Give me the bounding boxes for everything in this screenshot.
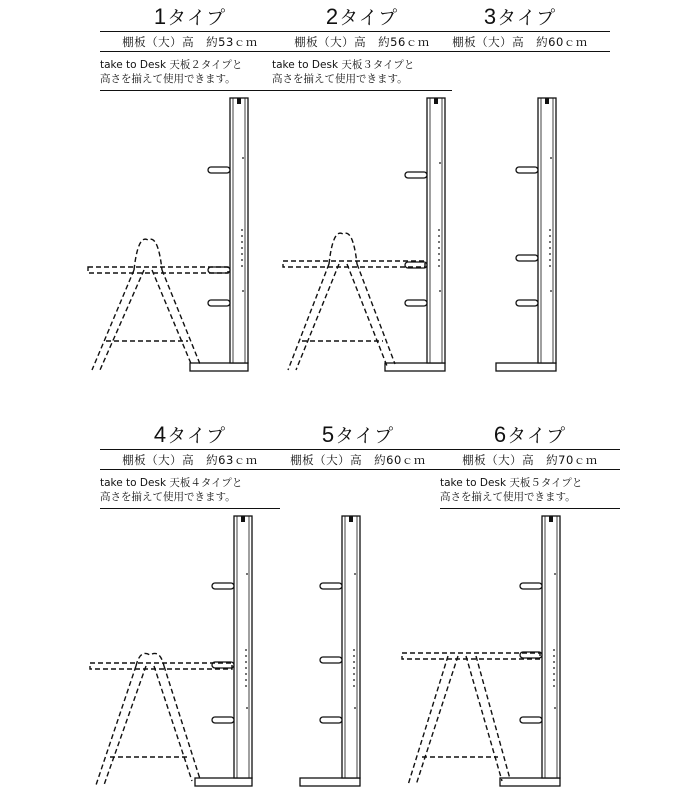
adjust-hole <box>553 673 555 675</box>
note-line: take to Desk 天板５タイプと <box>440 477 583 489</box>
adjust-hole <box>554 573 556 575</box>
shelf-height-label: 棚板（大）高 約56ｃｍ <box>294 35 430 49</box>
type-number: 4 <box>153 422 168 447</box>
note-line: 高さを揃えて使用できます。 <box>272 73 408 85</box>
adjust-hole <box>553 661 555 663</box>
shelf-peg <box>520 717 542 723</box>
chair-leg-dashed <box>408 656 448 785</box>
chair-leg-dashed <box>416 656 458 785</box>
type-suffix: タイプ <box>339 7 399 29</box>
adjust-hole <box>553 685 555 687</box>
column-notch <box>549 516 553 522</box>
note-line: take to Desk 天板２タイプと <box>100 59 243 71</box>
shelf-height-label: 棚板（大）高 約60ｃｍ <box>290 453 426 467</box>
shelf-peg <box>520 583 542 589</box>
stand-base <box>500 778 560 786</box>
type-suffix: タイプ <box>507 425 567 447</box>
shelf-height-label: 棚板（大）高 約60ｃｍ <box>452 35 588 49</box>
adjust-hole <box>553 655 555 657</box>
chair-leg-dashed <box>476 656 510 779</box>
adjust-hole <box>553 679 555 681</box>
type-suffix: タイプ <box>167 7 227 29</box>
type-suffix: タイプ <box>167 425 227 447</box>
adjust-hole <box>554 707 556 709</box>
note-line: 高さを揃えて使用できます。 <box>100 491 236 503</box>
type-suffix: タイプ <box>497 7 557 29</box>
chair-leg-dashed <box>466 656 502 781</box>
type-number: 2 <box>325 4 340 29</box>
shelf-height-label: 棚板（大）高 約70ｃｍ <box>462 453 598 467</box>
chair-seat-dashed <box>402 653 540 659</box>
note-line: 高さを揃えて使用できます。 <box>440 491 576 503</box>
note-line: take to Desk 天板３タイプと <box>272 59 415 71</box>
note-line: 高さを揃えて使用できます。 <box>100 73 236 85</box>
type-number: 6 <box>493 422 508 447</box>
shelf-height-label: 棚板（大）高 約53ｃｍ <box>122 35 258 49</box>
type-number: 1 <box>153 4 168 29</box>
type-number: 5 <box>321 422 336 447</box>
type-number: 3 <box>483 4 498 29</box>
shelf-height-label: 棚板（大）高 約63ｃｍ <box>122 453 258 467</box>
adjust-hole <box>553 667 555 669</box>
adjust-hole <box>553 649 555 651</box>
note-line: take to Desk 天板４タイプと <box>100 477 243 489</box>
type-suffix: タイプ <box>335 425 395 447</box>
